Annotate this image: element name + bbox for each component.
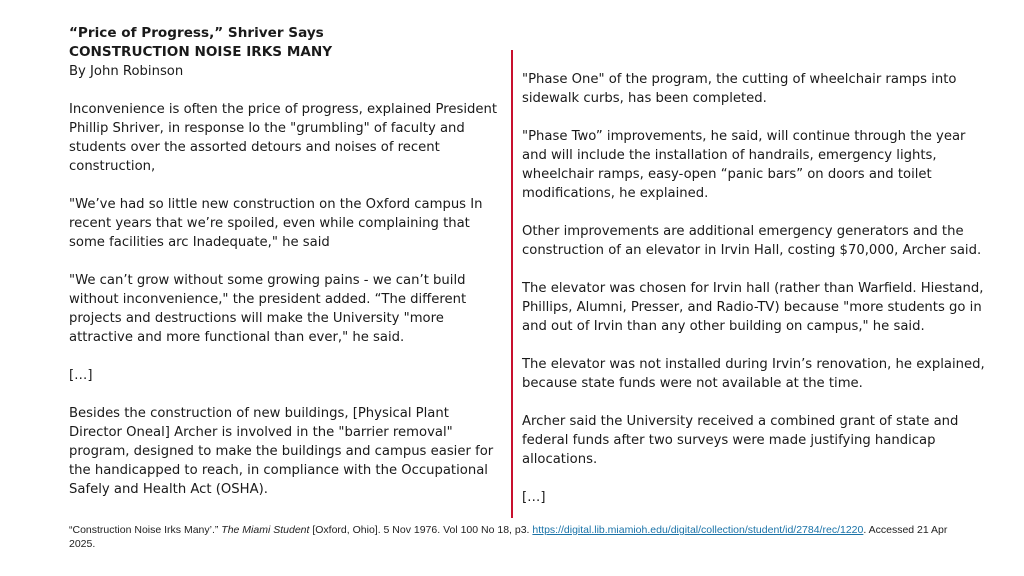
paragraph: "Phase Two” improvements, he said, will continue through the year and will include the installation of handrails, emergency lights, wheelchair ramps, easy-open “panic bars” on doors and toilet modifications, he explained. <box>522 129 966 201</box>
paragraph: Archer said the University received a combined grant of state and federal funds after two surveys were made justifying handicap allocations. <box>522 414 959 467</box>
citation-details: [Oxford, Ohio]. 5 Nov 1976. Vol 100 No 18, p3. <box>309 524 533 536</box>
paragraph: Besides the construction of new buildings, [Physical Plant Director Oneal] Archer is involved in the "barrier removal" program, designed to make the buildings and campus easier for the handicapped to reach, in compliance with the Occupational Safely and Health Act (OSHA). <box>69 406 494 497</box>
right-column <box>522 70 992 526</box>
ellipsis-omission: […] <box>69 368 93 383</box>
paragraph: Inconvenience is often the price of progress, explained President Phillip Shriver, in response lo the "grumbling" of faculty and students over the assorted detours and noises of recent construction, <box>69 102 498 174</box>
byline: By John Robinson <box>69 64 184 79</box>
citation-link[interactable]: https://digital.lib.miamioh.edu/digital/collection/student/id/2784/rec/1220 <box>532 524 864 536</box>
column-divider <box>511 50 513 518</box>
paragraph: The elevator was chosen for Irvin hall (rather than Warfield. Hiestand, Phillips, Alumni, Presser, and Radio-TV) because "more students go in and out of Irvin than any other building on campus," he said. <box>522 281 984 334</box>
citation-accessed: . Accessed 21 Apr 2025. <box>69 524 948 550</box>
ellipsis-omission: […] <box>522 490 546 505</box>
citation-title: “Construction Noise Irks Many’.” <box>69 524 222 536</box>
paragraph: "Phase One" of the program, the cutting of wheelchair ramps into sidewalk curbs, has been completed. <box>522 72 957 106</box>
paragraph: "We can’t grow without some growing pains - we can’t build without inconvenience," the president added. “The different projects and destructions will make the University "more attractive and more functional than ever," he said. <box>69 273 467 345</box>
headline-main: CONSTRUCTION NOISE IRKS MANY <box>69 44 333 60</box>
paragraph: "We’ve had so little new construction on the Oxford campus In recent years that we’re spoiled, even while complaining that some facilities arc Inadequate," he said <box>69 197 483 250</box>
source-citation <box>69 523 969 551</box>
left-column <box>69 24 499 518</box>
citation-publication: The Miami Student <box>221 524 310 536</box>
headline-kicker: “Price of Progress,” Shriver Says <box>69 25 324 41</box>
paragraph: Other improvements are additional emergency generators and the construction of an elevator in Irvin Hall, costing $70,000, Archer said. <box>522 224 982 258</box>
paragraph: The elevator was not installed during Irvin’s renovation, he explained, because state funds were not available at the time. <box>522 357 985 391</box>
